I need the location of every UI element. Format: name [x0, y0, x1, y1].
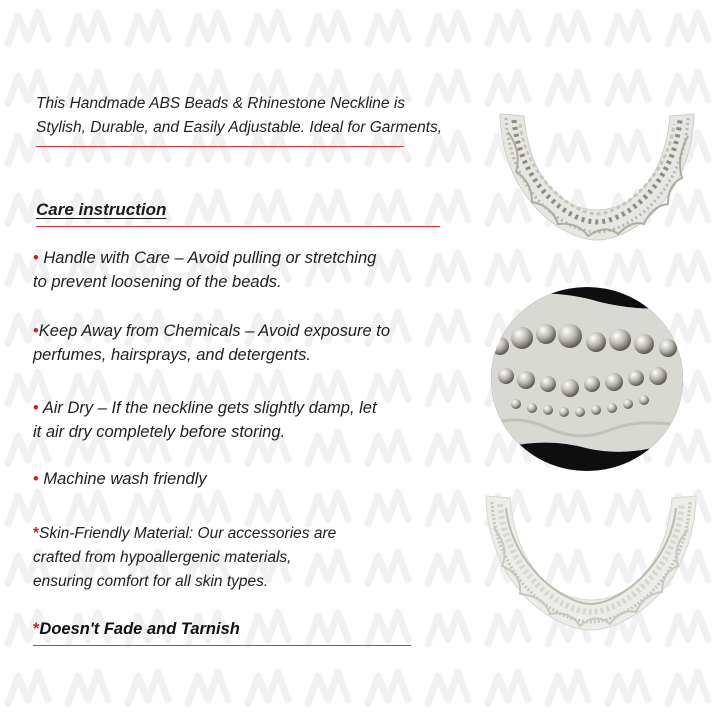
intro-line-2: Stylish, Durable, and Easily Adjustable. Ideal for Garments, [36, 119, 443, 136]
care-item-line: Machine wash friendly [38, 470, 207, 488]
care-item-air-dry [33, 396, 377, 444]
no-fade-text: Doesn't Fade and Tarnish [39, 620, 240, 638]
neckline-bottom-image [476, 488, 706, 638]
care-item-chemicals [33, 319, 390, 367]
divider-care [36, 226, 440, 227]
care-item-line: to prevent loosening of the beads. [33, 273, 282, 291]
divider-top [36, 146, 404, 147]
no-fade-note [33, 620, 240, 639]
bullet-icon: • [33, 399, 39, 417]
neckline-closeup-image [480, 284, 690, 474]
skin-line: Skin-Friendly Material: Our accessories are [39, 525, 337, 542]
skin-friendly-note [33, 522, 336, 594]
care-item-machine-wash [33, 467, 207, 491]
care-item-line: Handle with Care – Avoid pulling or stretching [38, 249, 377, 267]
care-item-handle [33, 246, 376, 294]
intro-line-1: This Handmade ABS Beads & Rhinestone Neckline is [36, 95, 406, 112]
neckline-top-image [492, 102, 702, 252]
care-instruction-title: Care instruction [36, 200, 167, 219]
asterisk-icon: * [33, 525, 40, 542]
bullet-icon: • [33, 249, 39, 267]
bullet-icon: • [33, 470, 39, 488]
skin-line: crafted from hypoallergenic materials, [33, 549, 292, 566]
bullet-icon: • [33, 322, 39, 340]
care-item-line: it air dry completely before storing. [33, 423, 286, 441]
care-item-line: Keep Away from Chemicals – Avoid exposure to [38, 322, 391, 340]
care-item-line: perfumes, hairsprays, and detergents. [33, 346, 311, 364]
care-item-line: Air Dry – If the neckline gets slightly damp, let [38, 399, 377, 417]
divider-bottom [33, 645, 411, 646]
skin-line: ensuring comfort for all skin types. [33, 573, 269, 590]
asterisk-icon: * [33, 620, 40, 638]
intro-text [36, 92, 476, 140]
